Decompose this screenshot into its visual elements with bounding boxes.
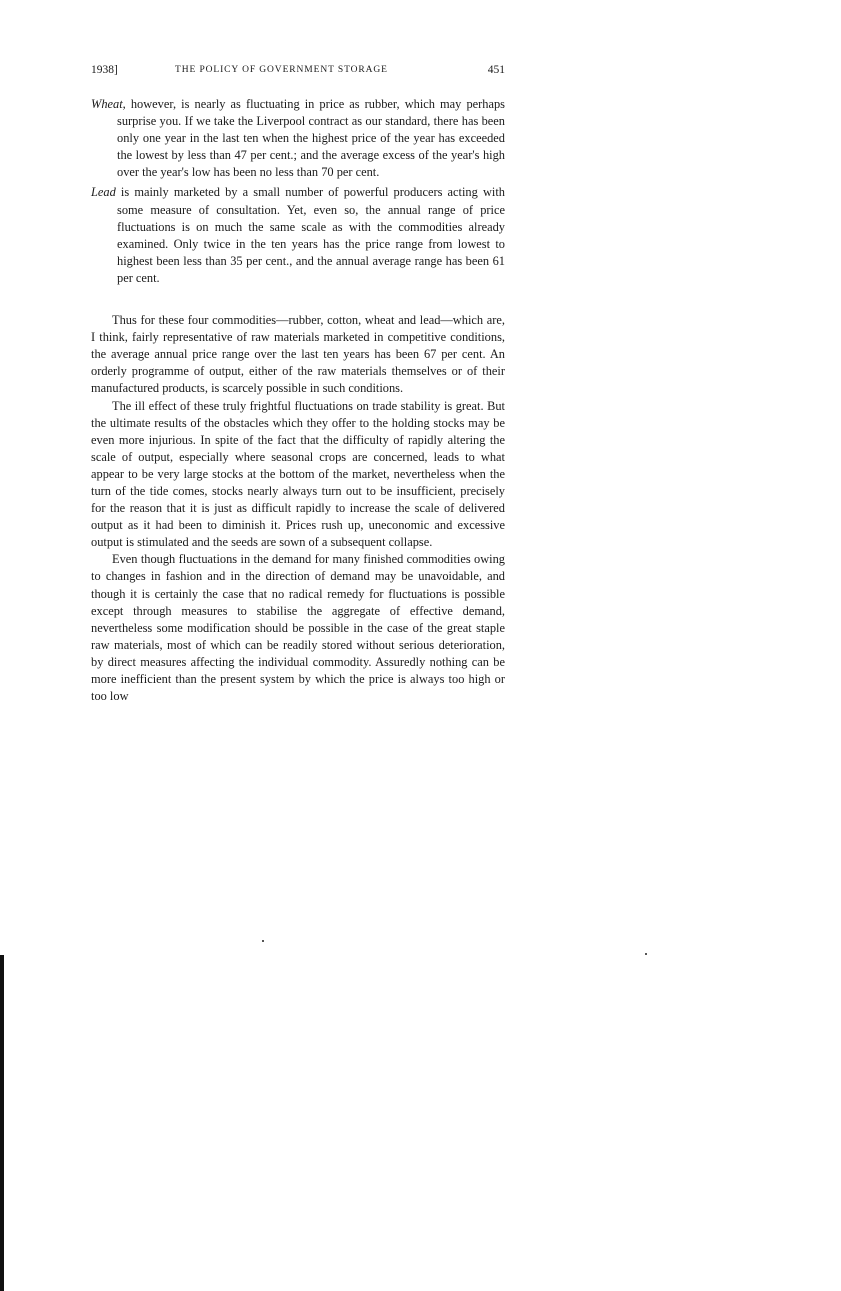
paragraph-summary: Thus for these four commodities—rubber, cotton, wheat and lead—which are, I think, fairly representative of raw materials marketed in competitive conditions, the average annual price range over the last ten years has been 67 per cent. An orderly programme of output, either of the raw materials themselves or of their manufactured products, is scarcely possible in such conditions. [91,313,505,396]
entry-lead [91,184,505,287]
scan-speck [262,940,264,942]
entry-term-wheat: Wheat, [91,97,126,111]
entry-text-wheat: however, is nearly as fluctuating in price as rubber, which may perhaps surprise you. If we take the Liverpool contract as our standard, there has been only one year in the last ten when the highest price of the year has exceeded the lowest by less than 47 per cent.; and the average excess of the year's high over the year's low has been no less than 70 per cent. [117,97,505,180]
section-gap [91,290,505,312]
entry-text-lead: is mainly marketed by a small number of powerful producers acting with some measure of consultation. Yet, even so, the annual range of price fluctuations is on much the same scale as with the commodities already examined. Only twice in the ten years has the price range from lowest to highest been less than 35 per cent., and the annual average range has been 61 per cent. [115,185,505,285]
running-header [91,62,505,78]
header-year: 1938] [91,64,118,76]
header-title: THE POLICY OF GOVERNMENT STORAGE [175,65,388,75]
entry-term-lead: Lead [91,185,116,200]
scan-edge-shadow [0,955,4,1291]
paragraph-ill-effect: The ill effect of these truly frightful fluctuations on trade stability is great. But the ultimate results of the obstacles which they offer to the holding stocks may be even more injurious. In spite of the fact that the difficulty of rapidly altering the scale of output, especially where seasonal crops are concerned, leads to what appear to be very large stocks at the bottom of the market, nevertheless when the turn of the tide comes, stocks nearly always turn out to be insufficient, precisely for the reason that it is just as difficult rapidly to increase the scale of delivered output as it had been to diminish it. Prices rush up, uneconomic and excessive output is stimulated and the seeds are sown of a subsequent collapse. [91,398,505,550]
page-number: 451 [487,64,505,76]
scan-speck [645,953,647,955]
paragraph-even-though: Even though fluctuations in the demand for many finished commodities owing to changes in fashion and in the direction of demand may be unavoidable, and though it is certainly the case that no radical remedy for fluctuations is possible except through measures to stabilise the aggregate of effective demand, nevertheless some modification should be possible in the case of the great staple raw materials, most of which can be readily stored without serious deterioration, by direct measures affecting the individual commodity. Assuredly nothing can be more inefficient than the present system by which the price is always too high or too low [91,552,505,704]
page-content [91,62,505,705]
entry-wheat [91,96,505,181]
